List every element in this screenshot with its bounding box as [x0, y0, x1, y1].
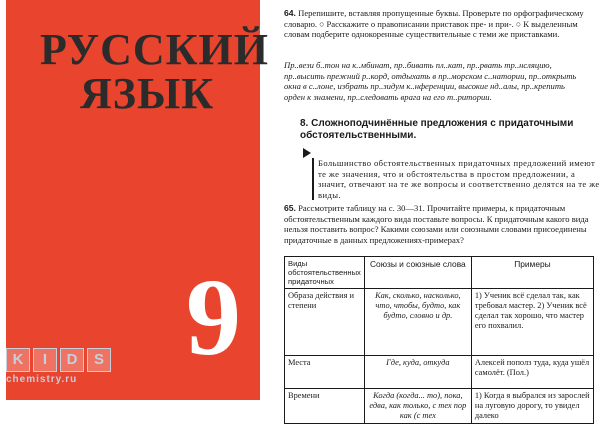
exercise-number: 64.	[284, 8, 296, 18]
table-row	[285, 389, 594, 424]
textbook-page	[280, 0, 600, 420]
section-title: Сложноподчинённые предложения с придаточными обстоятельственными.	[300, 118, 574, 141]
table-cell-example: Алексей пополз туда, куда ушёл самолёт. (Пол.)	[471, 356, 593, 389]
cover-grade-number: 9	[186, 256, 241, 378]
table-cell-example: 1) Ученик всё сделал так, как требовал мастер. 2) Ученик всё сделал так хорошо, что мастер его похвалил.	[471, 289, 593, 356]
table-header: Союзы и союзные слова	[364, 257, 471, 289]
exercise-64-task	[284, 8, 586, 40]
rule-arrow-icon	[303, 148, 311, 158]
exercise-number: 65.	[284, 203, 296, 213]
cover-title-line-2: ЯЗЫК	[80, 69, 215, 118]
exercise-task-text: Рассмотрите таблицу на с. 30—31. Прочитайте примеры, к придаточным обстоятельственным каждого вида поставьте вопросы. К придаточным какого вида нельзя поставить вопрос? Какими союзами или союзными словами присоединены придаточные в данных предложениях-примерах?	[284, 203, 589, 245]
cover-title-line-1: РУССКИЙ	[40, 25, 269, 74]
exercise-task-text: Перепишите, вставляя пропущенные буквы. Проверьте по орфографическому словарю. ○ Расскажите о правописании приставок пре- и при-. ○ К выделенным словам подберите однокоренные существительные с теми же приставками.	[284, 8, 584, 40]
table-cell-conj: Когда (когда... то), пока, едва, как только, с тех пор как (с тех	[364, 389, 471, 424]
book-cover	[0, 0, 268, 400]
section-heading	[300, 118, 590, 142]
exercise-64-body: Пр..вези б..тон на к..мбинат, пр..бивать пл..кат, пр..рвать тр..нсляцию, пр..высить прежний р..корд, отдыхать в пр..морском с..натории, пр..открыть окна в с..лоне, избрать пр..зидум к..нференции, высокие нд..алы, пр..крепить орден к знамени, пр..следовать врага на его т..ритории.	[284, 60, 577, 102]
table-row	[285, 289, 594, 356]
table-cell-example: 1) Когда я выбрался из зарослей на луговую дорогу, то увидел далеко	[471, 389, 593, 424]
table-header: Примеры	[471, 257, 593, 289]
table-cell-conj: Как, сколько, насколько, что, чтобы, будто, как будто, словно и др.	[364, 289, 471, 356]
watermark	[6, 348, 146, 385]
watermark-letter: D	[60, 348, 84, 372]
exercise-65-task	[284, 203, 594, 245]
watermark-letter: K	[6, 348, 30, 372]
conjunction-table	[284, 256, 594, 424]
table-cell-type: Времени	[285, 389, 365, 424]
watermark-letters	[6, 348, 146, 372]
watermark-site: chemistry.ru	[6, 374, 78, 385]
cover-title	[40, 25, 269, 118]
table-cell-type: Образа действия и степени	[285, 289, 365, 356]
table-cell-type: Места	[285, 356, 365, 389]
table-header: Виды обстоятельственных придаточных	[285, 257, 365, 289]
section-number: 8.	[300, 118, 309, 129]
table-header-row	[285, 257, 594, 289]
watermark-letter: I	[33, 348, 57, 372]
rule-box: Большинство обстоятельственных придаточных предложений имеют те же значения, что и обстоятельства в простом предложении, а значит, отвечают на те же вопросы и соответственно делятся на те же виды.	[312, 158, 600, 200]
table-row	[285, 356, 594, 389]
table-cell-conj: Где, куда, откуда	[364, 356, 471, 389]
watermark-letter: S	[87, 348, 111, 372]
